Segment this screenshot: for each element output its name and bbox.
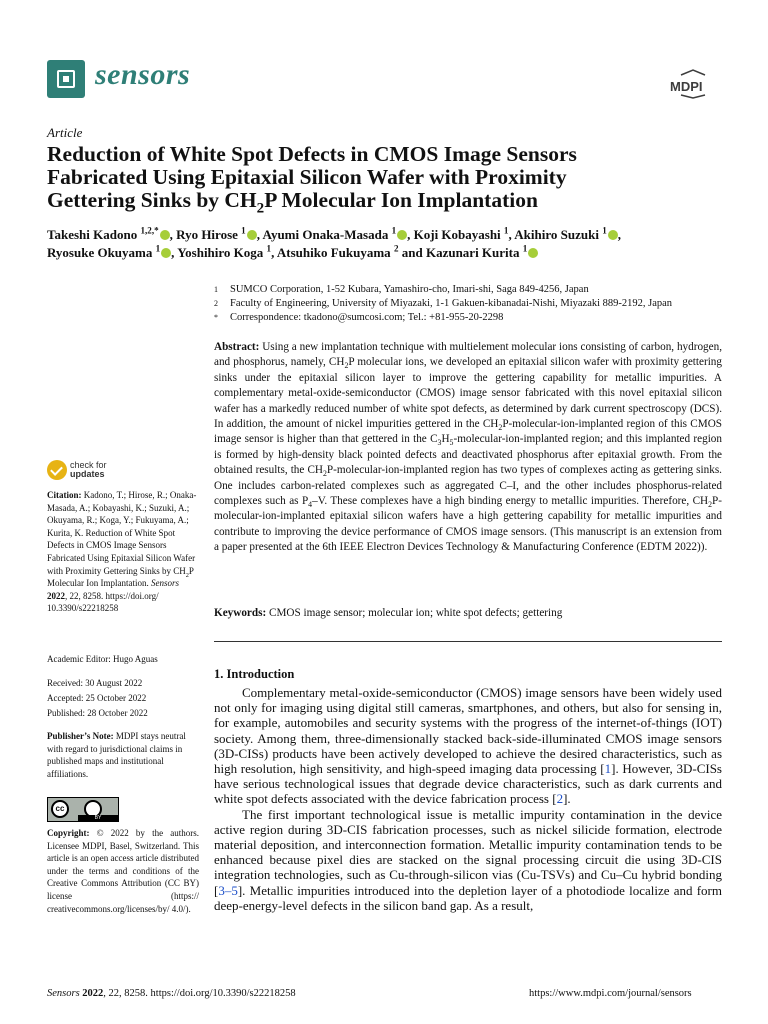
introduction-body: Complementary metal-oxide-semiconductor (CMOS) image sensors have been widely used not only for imaging using digital still cameras, smartphones, and others, but also for sensing in, for example, automobiles and security systems with the progress of the internet-of-things (IOT) society. Among them, three-dimensionally stacked back-side-illuminated CMOS image sensors (3D-CISs) products have been actively developed to achieve the desired characteristics, such as high resolution, high sensitivity, and high-speed imaging data processing [1]. However, 3D-CISs have serious technological issues that degrade device characteristics, such as dark currents and white spot defects associated with the device fabrication process [2]. The first important technological issue is metallic impurity contamination in the device active region during 3D-CIS fabrication processes, such as nickel silicide formation, electrode material deposition, and interconnection formation. Metallic impurity contamination tends to be enhanced because pixel dies are stacked on the signal processing circuit die using 3D-CIS integration technologies, such as Cu-through-silicon vias (Cu-TSVs) and Cu–Cu hybrid bonding [3–5]. Metallic impurities introduced into the depletion layer of a photodiode localize and form deep-energy-level defects in the silicon band gap. As a result, [214, 685, 722, 913]
author-name: Akihiro Suzuki [514, 227, 599, 242]
keywords: Keywords: CMOS image sensor; molecular ion; white spot defects; gettering [214, 607, 563, 619]
author-name: Kazunari Kurita [425, 245, 520, 260]
orcid-icon[interactable] [397, 230, 407, 240]
footer-journal-link[interactable]: https://www.mdpi.com/journal/sensors [529, 988, 692, 999]
check-for-updates-icon[interactable] [47, 460, 67, 480]
affiliations: 1 SUMCO Corporation, 1-52 Kubara, Yamashiro-cho, Imari-shi, Saga 849-4256, Japan 2 Faculty of Engineering, University of Miyazaki, 1-1 Gakuen-kibanadai-Nishi, Miyazaki 889-2192, Japan * Correspondence: tkadono@sumcosi.com; Tel.: +81-955-20-2298 [214, 284, 673, 323]
author-name: Ryo Hirose [176, 227, 238, 242]
correspondence[interactable]: Correspondence: tkadono@sumcosi.com; Tel.: +81-955-20-2298 [230, 312, 504, 323]
author-name: Koji Kobayashi [413, 227, 501, 242]
cc-by-license-icon[interactable]: cc BY [47, 797, 119, 822]
publisher-name[interactable]: MDPI [670, 79, 703, 94]
section-heading: 1. Introduction [214, 667, 295, 681]
check-for-updates-label[interactable]: check for updates [70, 460, 107, 479]
author-list: Takeshi Kadono $^{1,2,*}$ , Ryo Hirose $^1$ , Ayumi Onaka-Masada $^1$ , Koji Kobayashi $^1$, Akihiro Suzuki $^1$ , Ryosuke Okuyama $^1$ , Yoshihiro Koga $^1$, Atsuhiko Fukuyama $^2$ and Kazunari Kurita $^1$ [47, 225, 621, 260]
citation: Citation: Kadono, T.; Hirose, R.; Onaka-Masada, A.; Kobayashi, K.; Suzuki, A.; Okuyama, R.; Koga, Y.; Fukuyama, A.; Kurita, K. Reduction of White Spot Defects in CMOS Image Sensors Fabricated Using Epitaxial Silicon Wafer with Proximity Gettering Sinks by $CH_2P$ Molecular Ion Implantation. Sensors 2022, 22, 8258. https://doi.org/ 10.3390/s22218258 [47, 490, 197, 614]
author-name: Takeshi Kadono [47, 227, 138, 242]
accepted-date: Accepted: 25 October 2022 [47, 693, 147, 703]
author-name: Ayumi Onaka-Masada [262, 227, 389, 242]
orcid-icon[interactable] [247, 230, 257, 240]
academic-editor: Academic Editor: Hugo Aguas [47, 654, 158, 664]
abstract: Abstract: Using a new implantation technique with multielement molecular ions consisting of carbon, hydrogen, and phosphorus, namely, $CH_2P$ molecular ions, we developed an epitaxial silicon wafer with proximity gettering sinks under the epitaxial silicon layer to improve the gettering capability for metallic impurities. A complementary metal-oxide-semiconductor (CMOS) image sensor fabricated with this novel epitaxial silicon wafer has a markedly reduced number of white spot defects, as determined by dark current spectroscopy (DCS). In addition, the amount of nickel impurities gettered in the $CH_2P-molecular-ion$-implanted region of this CMOS image sensor is higher than that gettered in the $C_3H_5-molecular-ion$-implanted region; and this implanted region is formed by high-density black pointed defects and deactivated phosphorus after epitaxial growth. From the obtained results, the $CH_2P-molecular-ion$-implanted region has two types of complexes acting as gettering sinks. One includes carbon-related complexes such as aggregated C–I, and the other includes phosphorus-related complexes such as $P_4-V$. These complexes have a high binding energy to metallic impurities. Therefore, $CH_2P-molecular-ion$-implanted epitaxial silicon wafers have a high gettering capability for metallic impurities and contribute to improving the device performance of CMOS image sensors. (This manuscript is an extension from a paper presented at the 6th IEEE Electron Devices Technology & Manufacturing Conference (EDTM 2022)). [214, 341, 723, 554]
citation-doi-link[interactable]: , 22, 8258. https://doi.org/ 10.3390/s22218258 [47, 590, 159, 614]
orcid-icon[interactable] [608, 230, 618, 240]
publishers-note: Publisher’s Note: MDPI stays neutral with regard to jurisdictional claims in published maps and institutional affiliations. [47, 731, 186, 779]
orcid-icon[interactable] [160, 230, 170, 240]
journal-name[interactable]: sensors [95, 58, 191, 91]
citation-link[interactable]: 2 [556, 791, 564, 807]
author-name: Atsuhiko Fukuyama [276, 245, 391, 260]
orcid-icon[interactable] [161, 248, 171, 258]
citation-link[interactable]: 3–5 [218, 882, 238, 898]
copyright: Copyright: © 2022 by the authors. Licensee MDPI, Basel, Switzerland. This article is an open access article distributed under the terms and conditions of the Creative Commons Attribution (CC BY) license (https:// creativecommons.org/licenses/by/ 4.0/). [47, 828, 200, 914]
citation-link[interactable]: 1 [604, 761, 612, 777]
journal-logo-icon [47, 60, 85, 98]
received-date: Received: 30 August 2022 [47, 678, 143, 688]
article-type: Article [47, 125, 83, 140]
author-name: Ryosuke Okuyama [47, 245, 153, 260]
published-date: Published: 28 October 2022 [47, 708, 148, 718]
article-title: Reduction of White Spot Defects in CMOS Image Sensors Fabricated Using Epitaxial Silicon Wafer with Proximity Gettering Sinks by $CH_2P$ Molecular Ion Implantation [47, 142, 577, 217]
author-name: Yoshihiro Koga [177, 245, 264, 260]
orcid-icon[interactable] [528, 248, 538, 258]
footer-citation: Sensors 2022, 22, 8258. https://doi.org/10.3390/s22218258 [47, 988, 296, 999]
divider [214, 641, 722, 642]
